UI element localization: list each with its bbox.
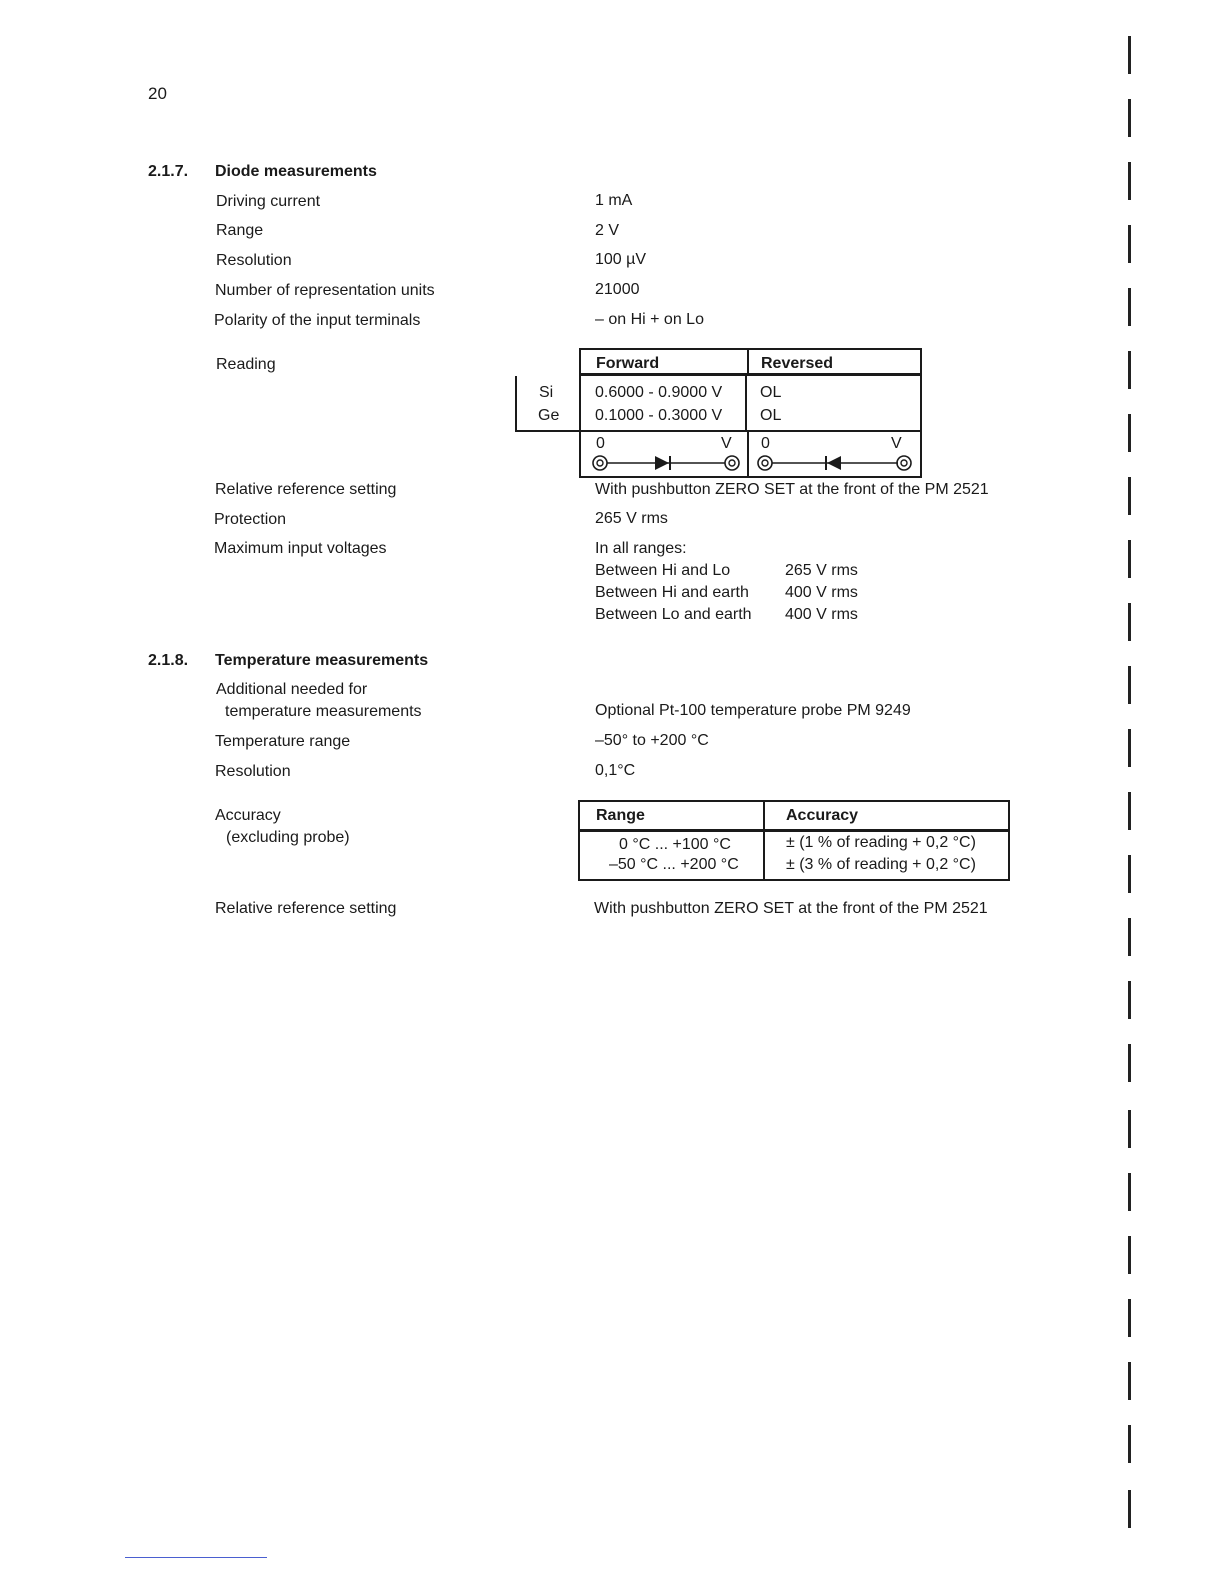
diode-table-header bbox=[579, 348, 922, 376]
terminal-v-label: V bbox=[891, 435, 902, 452]
spec-label: Resolution bbox=[216, 252, 292, 269]
spec-value: With pushbutton ZERO SET at the front of the PM 2521 bbox=[595, 481, 989, 498]
spec-label: Range bbox=[216, 222, 264, 239]
spec-value: 0,1°C bbox=[595, 762, 636, 779]
section-number-temperature: 2.1.8. bbox=[148, 652, 189, 669]
spec-value: With pushbutton ZERO SET at the front of the PM 2521 bbox=[594, 900, 988, 917]
spec-label: (excluding probe) bbox=[226, 829, 350, 846]
terminal-zero-label: 0 bbox=[596, 435, 605, 452]
spec-value: 21000 bbox=[595, 281, 640, 298]
diode-table-body bbox=[515, 376, 922, 432]
footer-rule bbox=[125, 1557, 267, 1558]
spec-value: In all ranges: bbox=[595, 540, 687, 557]
voltage-value: 400 V rms bbox=[785, 584, 858, 601]
terminal-zero-label: 0 bbox=[761, 435, 770, 452]
voltage-between: Between Hi and Lo bbox=[595, 562, 731, 579]
spec-label: Additional needed for bbox=[216, 681, 368, 698]
forward-ge: 0.1000 - 0.3000 V bbox=[595, 407, 723, 424]
spec-label: Temperature range bbox=[215, 733, 351, 750]
range-cell: –50 °C ... +200 °C bbox=[609, 856, 739, 873]
spec-label: Protection bbox=[214, 511, 287, 528]
spec-value: – on Hi + on Lo bbox=[595, 311, 704, 328]
voltage-between: Between Hi and earth bbox=[595, 584, 749, 601]
voltage-value: 265 V rms bbox=[785, 562, 858, 579]
section-title-diode: Diode measurements bbox=[215, 163, 377, 180]
forward-si: 0.6000 - 0.9000 V bbox=[595, 384, 723, 401]
voltage-value: 400 V rms bbox=[785, 606, 858, 623]
material-ge: Ge bbox=[538, 407, 560, 424]
reading-label: Reading bbox=[216, 356, 276, 373]
reverse-diode-icon bbox=[756, 452, 914, 474]
accuracy-cell: ± (3 % of reading + 0,2 °C) bbox=[786, 856, 976, 873]
spec-label: Resolution bbox=[215, 763, 291, 780]
header-forward: Forward bbox=[596, 355, 660, 372]
spec-label: Accuracy bbox=[215, 807, 281, 824]
spec-value: Optional Pt-100 temperature probe PM 9249 bbox=[595, 702, 911, 719]
spec-value: 1 mA bbox=[595, 192, 633, 209]
spec-label: Relative reference setting bbox=[215, 481, 397, 498]
spec-label: Number of representation units bbox=[215, 282, 435, 299]
reversed-si: OL bbox=[760, 384, 782, 401]
material-si: Si bbox=[539, 384, 554, 401]
voltage-between: Between Lo and earth bbox=[595, 606, 752, 623]
terminal-v-label: V bbox=[721, 435, 732, 452]
spec-value: 2 V bbox=[595, 222, 620, 239]
spec-label: Maximum input voltages bbox=[214, 540, 387, 557]
header-reversed: Reversed bbox=[761, 355, 834, 372]
spec-value: 100 µV bbox=[595, 251, 647, 268]
forward-diode-icon bbox=[591, 452, 741, 474]
header-range: Range bbox=[596, 807, 645, 824]
range-cell: 0 °C ... +100 °C bbox=[619, 836, 731, 853]
reversed-ge: OL bbox=[760, 407, 782, 424]
page-number: 20 bbox=[148, 84, 167, 103]
spec-value: 265 V rms bbox=[595, 510, 668, 527]
diode-symbol-row bbox=[579, 432, 922, 478]
accuracy-table bbox=[578, 800, 1010, 881]
spec-label: Polarity of the input terminals bbox=[214, 312, 421, 329]
section-number-diode: 2.1.7. bbox=[148, 163, 189, 180]
section-title-temperature: Temperature measurements bbox=[215, 652, 429, 669]
spec-label: Relative reference setting bbox=[215, 900, 397, 917]
spec-value: –50° to +200 °C bbox=[595, 732, 709, 749]
header-accuracy: Accuracy bbox=[786, 807, 859, 824]
spec-label: temperature measurements bbox=[225, 703, 422, 720]
accuracy-cell: ± (1 % of reading + 0,2 °C) bbox=[786, 834, 976, 851]
spec-label: Driving current bbox=[216, 193, 321, 210]
